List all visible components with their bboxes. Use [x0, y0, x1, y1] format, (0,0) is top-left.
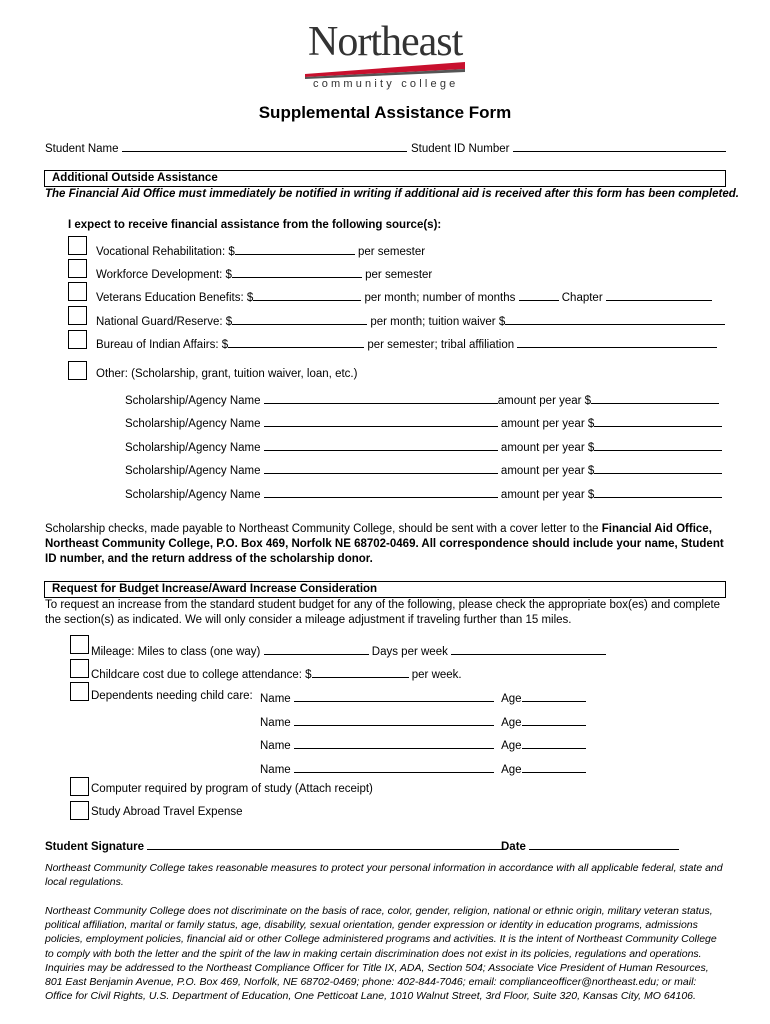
sources-intro: I expect to receive financial assistance from the following source(s):: [68, 219, 442, 231]
months-field[interactable]: [519, 289, 559, 301]
agency-label: Scholarship/Agency Name: [125, 418, 261, 430]
source-label: National Guard/Reserve: $: [96, 316, 233, 328]
source-row-indian-affairs: [96, 336, 717, 351]
source-suffix: per month; number of months: [364, 292, 516, 304]
scholarship-row: [125, 486, 722, 501]
scholarship-checks-paragraph: [45, 522, 725, 567]
amount-field[interactable]: [235, 243, 355, 255]
budget-heading: Request for Budget Increase/Award Increase Consideration: [52, 583, 378, 595]
dependent-name-field[interactable]: [294, 737, 494, 749]
dependent-name-field[interactable]: [294, 690, 494, 702]
tuition-waiver-field[interactable]: [505, 313, 725, 325]
mileage-label: Mileage: Miles to class (one way): [91, 646, 261, 658]
per-week-label: per week.: [411, 669, 462, 681]
checkbox-other[interactable]: [68, 361, 87, 380]
agency-field[interactable]: [264, 392, 498, 404]
childcare-label: Childcare cost due to college attendance: $: [91, 669, 312, 681]
dependent-row: [260, 714, 586, 729]
dependent-name-field[interactable]: [294, 714, 494, 726]
checkbox-mileage[interactable]: [70, 635, 89, 654]
agency-field[interactable]: [264, 415, 498, 427]
computer-label: Computer required by program of study (Attach receipt): [91, 783, 373, 795]
dependent-age-field[interactable]: [522, 690, 586, 702]
dependent-age-label: Age: [501, 693, 522, 705]
student-id-row: [411, 140, 726, 155]
mileage-row: [91, 643, 606, 658]
dependent-age-label: Age: [501, 717, 522, 729]
checkbox-workforce[interactable]: [68, 259, 87, 278]
other-label: Other: (Scholarship, grant, tuition waiver, loan, etc.): [96, 368, 358, 380]
dependent-row: [260, 761, 586, 776]
date-field[interactable]: [529, 838, 679, 850]
dependent-name-field[interactable]: [294, 761, 494, 773]
dependents-label: Dependents needing child care:: [91, 690, 253, 702]
nondiscrimination-notice: Northeast Community College does not discriminate on the basis of race, color, gender, religion, national or ethnic origin, military veteran status, political affiliation, marital or family status, age, disability, sexual orientation, gender expression or identity in education programs, admissions policies, employment policies, financial aid or other College administered programs and activities. It is the intent of Northeast Community College to comply with both the letter and the spirit of the law in making certain discrimination does not exist in its policies, regulations and operations. Inquiries may be addressed to the Northeast Compliance Officer for Title IX, ADA, Section 504; Associate Vice President of Human Resources, 801 East Benjamin Avenue, P.O. Box 469, Norfolk, NE 68702-0469; phone: 402-844-7046; email: complianceofficer@northeast.edu; or mail: Office for Civil Rights, U.S. Department of Education, One Petticoat Lane, 1010 Walnut Street, 3rd Floor, Suite 320, Kansas City, MO 64106.: [45, 905, 717, 1003]
source-suffix: per semester; tribal affiliation: [367, 339, 515, 351]
outside-assistance-heading: Additional Outside Assistance: [52, 172, 218, 184]
amount-label: amount per year $: [500, 465, 595, 477]
childcare-row: [91, 666, 462, 681]
checkbox-veterans[interactable]: [68, 282, 87, 301]
privacy-notice: Northeast Community College takes reasonable measures to protect your personal information in accordance with all applicable federal, state and local regulations.: [45, 862, 723, 889]
dependent-row: [260, 690, 586, 705]
source-row-workforce: [96, 266, 432, 281]
checkbox-childcare[interactable]: [70, 659, 89, 678]
study-abroad-label: Study Abroad Travel Expense: [91, 806, 243, 818]
amount-field[interactable]: [253, 289, 361, 301]
source-suffix: per month; tuition waiver $: [370, 316, 506, 328]
tribal-affiliation-field[interactable]: [517, 336, 717, 348]
agency-field[interactable]: [264, 462, 498, 474]
source-label: Vocational Rehabilitation: $: [96, 246, 235, 258]
logo-subtitle: community college: [313, 78, 459, 90]
college-logo: [305, 19, 465, 92]
scholarship-row: [125, 439, 722, 454]
days-field[interactable]: [451, 643, 606, 655]
dependent-age-label: Age: [501, 764, 522, 776]
checks-text: Scholarship checks, made payable to Northeast Community College, should be sent with a cover letter to the: [45, 523, 602, 535]
source-suffix: per semester: [357, 246, 426, 258]
source-row-vocational: [96, 243, 425, 258]
page-title: Supplemental Assistance Form: [258, 103, 512, 122]
checkbox-vocational[interactable]: [68, 236, 87, 255]
agency-label: Scholarship/Agency Name: [125, 465, 261, 477]
source-suffix: per semester: [365, 269, 433, 281]
student-name-field[interactable]: [122, 140, 407, 152]
amount-label: amount per year $: [497, 395, 592, 407]
checkbox-computer[interactable]: [70, 777, 89, 796]
source-label: Workforce Development: $: [96, 269, 232, 281]
checkbox-dependents[interactable]: [70, 682, 89, 701]
source-row-veterans: [96, 289, 712, 304]
signature-label: Student Signature: [45, 841, 145, 853]
signature-field[interactable]: [147, 838, 502, 850]
amount-label: amount per year $: [500, 489, 595, 501]
dependent-age-label: Age: [501, 740, 522, 752]
miles-field[interactable]: [264, 643, 369, 655]
student-name-label: Student Name: [45, 143, 119, 155]
amount-field[interactable]: [591, 392, 719, 404]
logo-swoosh: [305, 60, 465, 80]
checkbox-indian-affairs[interactable]: [68, 330, 87, 349]
dependent-name-label: Name: [260, 764, 291, 776]
amount-field[interactable]: [594, 415, 722, 427]
date-label: Date: [501, 841, 526, 853]
amount-field[interactable]: [232, 313, 367, 325]
amount-label: amount per year $: [500, 418, 595, 430]
dependent-name-label: Name: [260, 717, 291, 729]
checkbox-study-abroad[interactable]: [70, 801, 89, 820]
student-id-field[interactable]: [513, 140, 726, 152]
amount-field[interactable]: [594, 462, 722, 474]
days-label: Days per week: [371, 646, 448, 658]
date-row: [501, 838, 679, 853]
agency-label: Scholarship/Agency Name: [125, 442, 261, 454]
student-id-label: Student ID Number: [411, 143, 510, 155]
checks-address: Financial Aid Office, Northeast Community College, P.O. Box 469, Norfolk NE 68702-0469. All correspondence should include your name, Student ID number, and the return address of the scholarship donor.: [45, 523, 724, 565]
amount-field[interactable]: [232, 266, 362, 278]
budget-intro: To request an increase from the standard student budget for any of the following, please check the appropriate box(es) and complete the section(s) as indicated. We will only consider a mileage adjustment if traveling further than 15 miles.: [45, 599, 721, 626]
dependent-row: [260, 737, 586, 752]
agency-label: Scholarship/Agency Name: [125, 489, 261, 501]
agency-label: Scholarship/Agency Name: [125, 395, 261, 407]
agency-field[interactable]: [264, 486, 498, 498]
amount-field[interactable]: [594, 439, 722, 451]
amount-field[interactable]: [228, 336, 364, 348]
source-label: Veterans Education Benefits: $: [96, 292, 254, 304]
source-row-national-guard: [96, 313, 725, 328]
amount-field[interactable]: [594, 486, 722, 498]
dependent-name-label: Name: [260, 740, 291, 752]
scholarship-row: [125, 392, 719, 407]
chapter-field[interactable]: [606, 289, 712, 301]
student-name-row: [45, 140, 407, 155]
logo-name: Northeast: [308, 19, 463, 65]
childcare-field[interactable]: [312, 666, 409, 678]
scholarship-row: [125, 415, 722, 430]
dependent-age-field[interactable]: [522, 737, 586, 749]
dependent-name-label: Name: [260, 693, 291, 705]
agency-field[interactable]: [264, 439, 498, 451]
chapter-label: Chapter: [561, 292, 603, 304]
dependent-age-field[interactable]: [522, 761, 586, 773]
outside-assistance-notice: The Financial Aid Office must immediately be notified in writing if additional aid is received after this form has been completed.: [45, 188, 739, 200]
scholarship-row: [125, 462, 722, 477]
checkbox-national-guard[interactable]: [68, 306, 87, 325]
amount-label: amount per year $: [500, 442, 595, 454]
dependent-age-field[interactable]: [522, 714, 586, 726]
signature-row: [45, 838, 502, 853]
source-label: Bureau of Indian Affairs: $: [96, 339, 229, 351]
